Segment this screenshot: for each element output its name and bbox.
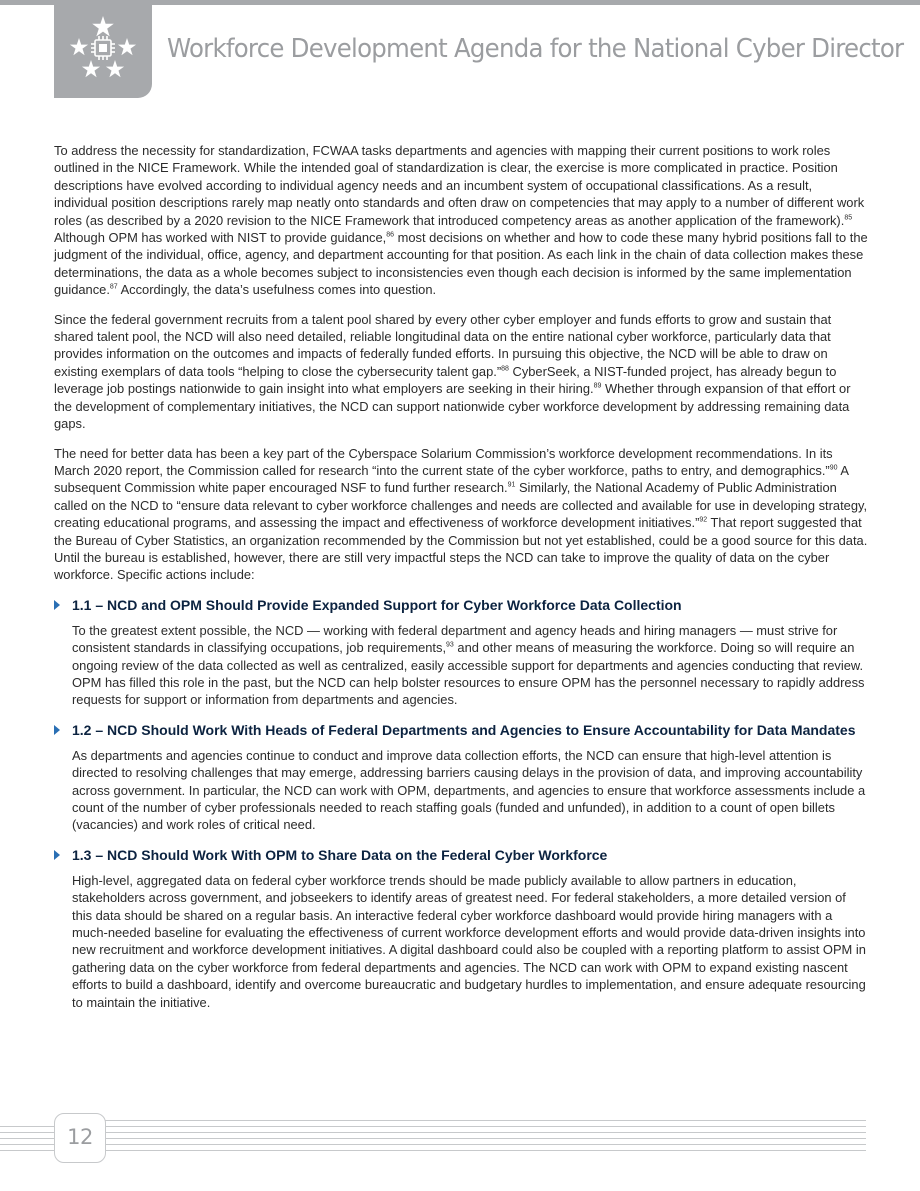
body-paragraph: The need for better data has been a key part of the Cyberspace Solarium Commission’s workforce development recommendations. In its March 2020 report, the Commission called for research “into the current state of the cyber workforce, paths to entry, and demographics.”$^{90}$ A subsequent Commission white paper encouraged NSF to fund further research.$^{91}$ Similarly, the National Academy of Public Administration called on the NCD to “ensure data relevant to cyber workforce challenges and needs are collected and available for use in developing strategy, creating educational programs, and assessing the impact and effectiveness of workforce development initiatives.”$^{92}$ That report suggested that the Bureau of Cyber Statistics, an organization recommended by the Commission but not yet established, could be a good source for this data. Until the bureau is established, however, there are still very impactful steps the NCD can take to improve the quality of data on the cyber workforce. Specific actions include: [54,445,868,583]
footnote-ref: 91 [507,482,516,490]
footnote-ref: 93 [446,641,454,649]
recommendation-1-2 [54,721,868,834]
footnote-ref: 88 [501,365,509,373]
body-paragraph: To address the necessity for standardization, FCWAA tasks departments and agencies with mapping their current positions to work roles outlined in the NICE Framework. While the intended goal of standardization is clear, the exercise is more complicated in practice. Position descriptions have evolved according to individual agency needs and an incumbent system of occupational classifications. As a result, individual position descriptions rarely map neatly onto standards and often draw on competencies that may apply to a number of different work roles (as described by a 2020 revision to the NICE Framework that introduced competency areas as another application of the framework).$^{85}$ Although OPM has worked with NIST to provide guidance,$^{86}$ most decisions on whether and how to code these many hybrid positions fall to the judgment of the individual, office, agency, and department accounting for that position. As each link in the chain of data collection makes these determinations, the data as a whole becomes subject to inconsistencies even though each decision is informed by the same implementation guidance.$^{87}$ Accordingly, the data’s usefulness comes into question. [54,143,868,298]
stars-chip-logo-icon [68,14,138,84]
main-content [54,142,868,1023]
section-body: High-level, aggregated data on federal cyber workforce trends should be made publicly available to allow partners in education, stakeholders across government, and jobseekers to identify areas of greatest need. For federal stakeholders, a more detailed version of this data should be shared on a regular basis. An interactive federal cyber workforce dashboard would provide hiring managers with a much-needed baseline for evaluating the effectiveness of current workforce development efforts and would provide data-driven insights into new recruitment and workforce development initiatives. A digital dashboard could also be coupled with a reporting platform to assist OPM in gathering data on the cyber workforce from federal departments and agencies. The NCD can work with OPM to expand existing nascent efforts to build a dashboard, identify and overcome bureaucratic and budgetary hurdles to implementation, and ensure adequate resourcing to maintain the initiative. [72,872,866,1010]
section-heading-text: 1.2 – NCD Should Work With Heads of Federal Departments and Agencies to Ensure Accountability for Data Mandates [72,721,856,738]
footnote-ref: 89 [593,382,602,390]
body-paragraph: Since the federal government recruits from a talent pool shared by every other cyber employer and funds efforts to grow and sustain that shared talent pool, the NCD will also need detailed, reliable longitudinal data on the entire national cyber workforce, particularly data that provides information on the outcomes and impacts of federally funded efforts. In pursuing this objective, the NCD will be able to draw on existing exemplars of data tools “helping to close the cybersecurity talent gap.”$^{88}$ CyberSeek, a NIST-funded project, has already begun to leverage job postings nationwide to gain insight into what employers are seeking in their hiring.$^{89}$ Whether through expansion of that effort or the development of complementary initiatives, the NCD can support nationwide cyber workforce development by addressing remaining data gaps. [54,311,851,432]
document-title: Workforce Development Agenda for the National Cyber Director [167,34,904,64]
footnote-ref: 85 [844,214,853,222]
section-body: To the greatest extent possible, the NCD — working with federal department and agency heads and hiring managers — must strive for consistent standards in classifying occupations, job requirements,$^{93}$ and other means of measuring the workforce. Doing so will require an ongoing review of the data collected as well as centralized, easily accessible support for departments and agencies conducting that review. OPM has filled this role in the past, but the NCD can help bolster resources to ensure OPM has the personnel necessary to rapidly address requests for support or information from departments and agencies. [72,622,865,708]
footnote-ref: 86 [386,231,395,239]
page-number-box [54,1113,106,1163]
footer-rules [0,1120,920,1160]
footnote-ref: 87 [109,283,118,291]
section-heading-text: 1.3 – NCD Should Work With OPM to Share Data on the Federal Cyber Workforce [72,846,608,863]
triangle-bullet-icon [54,600,60,610]
section-heading [54,721,868,739]
logo-tab [54,0,152,98]
recommendation-1-3 [54,846,868,1011]
section-heading-text: 1.1 – NCD and OPM Should Provide Expanded Support for Cyber Workforce Data Collection [72,596,682,613]
recommendation-1-1 [54,596,868,709]
triangle-bullet-icon [54,850,60,860]
footnote-ref: 92 [699,516,708,524]
footnote-ref: 90 [829,464,838,472]
section-body: As departments and agencies continue to conduct and improve data collection efforts, the NCD can ensure that high-level attention is directed to resolving challenges that may emerge, addressing barriers causing delays in the provision of data, and improving accountability across government. In particular, the NCD can work with OPM, departments, and agencies to ensure that workforce assessments include a count of the number of cyber professionals needed to reach staffing goals (funded and unfunded), in addition to a count of open billets (vacancies) and work roles of critical need. [72,747,866,833]
page-number: 12 [67,1125,93,1149]
triangle-bullet-icon [54,725,60,735]
section-heading [54,596,868,614]
section-heading [54,846,868,864]
